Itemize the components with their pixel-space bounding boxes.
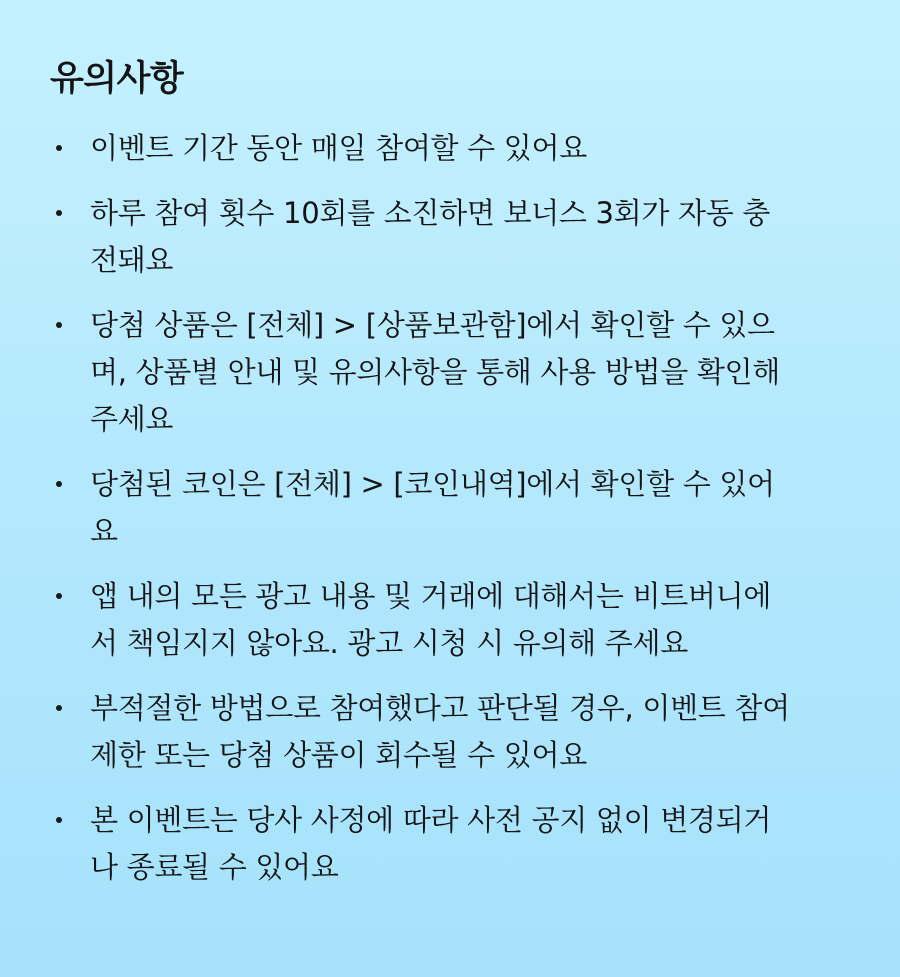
notice-item-line: 서 책임지지 않아요. 광고 시청 시 유의해 주세요 xyxy=(90,626,688,660)
notice-item xyxy=(50,461,860,555)
notice-item xyxy=(50,573,860,667)
notice-title: 유의사항 xyxy=(50,59,184,99)
bullet-icon xyxy=(56,481,62,487)
notice-item-line: 하루 참여 횟수 10회를 소진하면 보너스 3회가 자동 충 xyxy=(90,196,771,230)
notice-item-line: 주세요 xyxy=(90,402,174,436)
bullet-icon xyxy=(56,322,62,328)
bullet-icon xyxy=(56,145,62,151)
notice-item xyxy=(50,685,860,779)
notice-item-line: 요 xyxy=(90,514,118,548)
notice-item xyxy=(50,797,860,891)
bullet-icon xyxy=(56,705,62,711)
notice-item-line: 제한 또는 당첨 상품이 회수될 수 있어요 xyxy=(90,738,587,772)
notice-item-line: 부적절한 방법으로 참여했다고 판단될 경우, 이벤트 참여 xyxy=(90,691,790,725)
bullet-icon xyxy=(56,593,62,599)
notice-item-line: 본 이벤트는 당사 사정에 따라 사전 공지 없이 변경되거 xyxy=(90,803,772,837)
notice-item-line: 당첨된 코인은 [전체] > [코인내역]에서 확인할 수 있어 xyxy=(90,467,775,501)
notice-item-line: 전돼요 xyxy=(90,243,174,277)
notice-list xyxy=(50,125,860,891)
bullet-icon xyxy=(56,817,62,823)
notice-item-line: 앱 내의 모든 광고 내용 및 거래에 대해서는 비트버니에 xyxy=(90,579,772,613)
notice-item-line: 당첨 상품은 [전체] > [상품보관함]에서 확인할 수 있으 xyxy=(90,308,775,342)
notice-item xyxy=(50,190,860,284)
notice-item xyxy=(50,302,860,443)
notice-item-line: 나 종료될 수 있어요 xyxy=(90,850,339,884)
notice-item-line: 며, 상품별 안내 및 유의사항을 통해 사용 방법을 확인해 xyxy=(90,355,780,389)
notice-item xyxy=(50,125,860,172)
notice-item-line: 이벤트 기간 동안 매일 참여할 수 있어요 xyxy=(90,131,587,165)
bullet-icon xyxy=(56,210,62,216)
